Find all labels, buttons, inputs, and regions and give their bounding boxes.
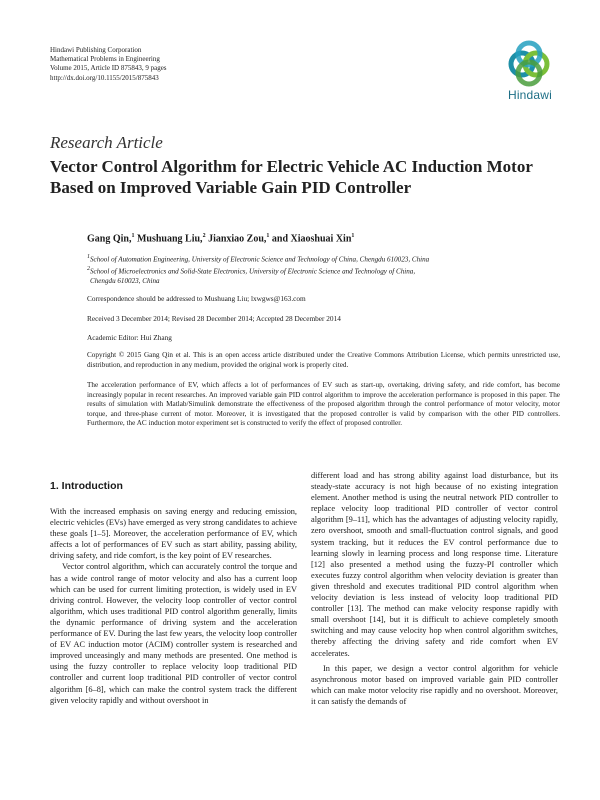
dates: Received 3 December 2014; Revised 28 December 2014; Accepted 28 December 2014	[87, 314, 341, 323]
journal-header	[50, 46, 167, 83]
affiliation-2-line1: School of Microelectronics and Solid-State Electronics, University of Electronic Science and Technology of China,	[90, 267, 416, 276]
correspondence: Correspondence should be addressed to Mushuang Liu; lxwgws@163.com	[87, 294, 306, 303]
body-column-right	[311, 470, 558, 707]
paragraph: Vector control algorithm, which can accurately control the torque and has a wide control range of motor velocity and also has a current loop which can be used for current limiting protection, is widely used in EV driving control. However, the velocity loop controller of vector control algorithm, which uses traditional PID control algorithm generally, limits the dynamic performance of driving system and the acceleration performance of EV. During the last few years, the velocity loop controller of EV AC induction motor (ACIM) controller system is researched and improved unceasingly and many methods are presented. One method is using the fuzzy controller to replace velocity loop traditional PID controller and current loop traditional PID controller of vector control algorithm [6–8], which can make the control system track the different given velocity rapidly and without overshoot in	[50, 562, 297, 705]
journal-name: Mathematical Problems in Engineering	[50, 55, 160, 64]
author-name: Gang Qin,	[87, 233, 132, 245]
paragraph: different load and has strong ability against load disturbance, but its steady-state accuracy is not high because of no existing integration element. Another method is using the neutral network PID controller to replace velocity loop traditional PID controller of vector control algorithm [9–11], which has the advantages of adjusting velocity rapidly, zero overshoot, smooth and small-fluctuation control signals, and good system tracking, but it reduces the EV control performance due to learning slowly in learning process and long response time. Literature [12] also presented a method using the fuzzy-PI controller which executes fuzzy control algorithm when velocity deviation is greater than given threshold and executes traditional PID control algorithm when velocity deviation is less instead of velocity loop traditional PID controller [13]. The method can make velocity response rapidly with small overshoot [14], but it is difficult to achieve completely smooth switching and may cause velocity hop when control algorithm switches, thereby affecting the driving safety and ride comfort when EV accelerates.	[311, 471, 558, 658]
paragraph: With the increased emphasis on saving energy and reducing emission, electric vehicles (EVs) have emerged as very strong candidates to achieve these goals [1–5]. Moreover, the acceleration performance of EV, which affects a lot of performances of EV such as start ability, passing ability, driving safety, and ride comfort, is the key point of EV researches.	[50, 507, 297, 561]
volume-info: Volume 2015, Article ID 875843, 9 pages	[50, 64, 167, 73]
author-name: Jianxiao Zou,	[205, 233, 267, 245]
paragraph: In this paper, we design a vector control algorithm for vehicle asynchronous motor based on improved variable gain PID controller which can make motor velocity rise rapidly and no overshoot. Moreover, it can satisfy the demands of	[311, 663, 558, 706]
author-affiliation-mark: 1	[266, 233, 270, 239]
author-affiliation-mark: 2	[202, 233, 206, 239]
doi-link[interactable]: http://dx.doi.org/10.1155/2015/875843	[50, 73, 159, 82]
article-title: Vector Control Algorithm for Electric Vehicle AC Induction Motor Based on Improved Variable Gain PID Controller	[50, 157, 533, 197]
author-name: Mushuang Liu,	[134, 233, 203, 245]
abstract: The acceleration performance of EV, which affects a lot of performances of EV such as start-up, overtaking, driving safety, and ride comfort, has become increasingly popular in recent researches. An improved variable gain PID control algorithm to improve the acceleration performance is proposed in this paper. The results of simulation with Matlab/Simulink demonstrate the effectiveness of the proposed algorithm through the control performance of motor velocity, motor torque, and three-phase current of motor. Moreover, it is investigated that the proposed controller is valid by comparison with the other PID controllers. Furthermore, the AC induction motor experiment set is constructed to verify the effect of proposed controller.	[87, 381, 560, 428]
affiliations	[87, 253, 547, 287]
author-affiliation-mark: 1	[131, 233, 135, 239]
copyright-notice: Copyright © 2015 Gang Qin et al. This is an open access article distributed under the Creative Commons Attribution License, which permits unrestricted use, distribution, and reproduction in any medium, provided the original work is properly cited.	[87, 351, 560, 369]
author-affiliation-mark: 1	[351, 233, 355, 239]
article-type: Research Article	[50, 133, 163, 152]
logo-text: Hindawi	[507, 88, 553, 102]
academic-editor: Academic Editor: Hui Zhang	[87, 333, 172, 342]
author-name: and Xiaoshuai Xin	[269, 233, 352, 245]
publisher: Hindawi Publishing Corporation	[50, 46, 142, 54]
affiliation-1: School of Automation Engineering, University of Electronic Science and Technology of China, Chengdu 610023, China	[90, 255, 430, 264]
author-list	[87, 233, 354, 244]
affiliation-2-line2: Chengdu 610023, China	[90, 276, 160, 285]
section-heading: 1. Introduction	[50, 480, 123, 492]
body-column-left	[50, 506, 297, 706]
affiliation-mark: 2	[87, 265, 90, 272]
affiliation-mark: 1	[87, 254, 90, 260]
